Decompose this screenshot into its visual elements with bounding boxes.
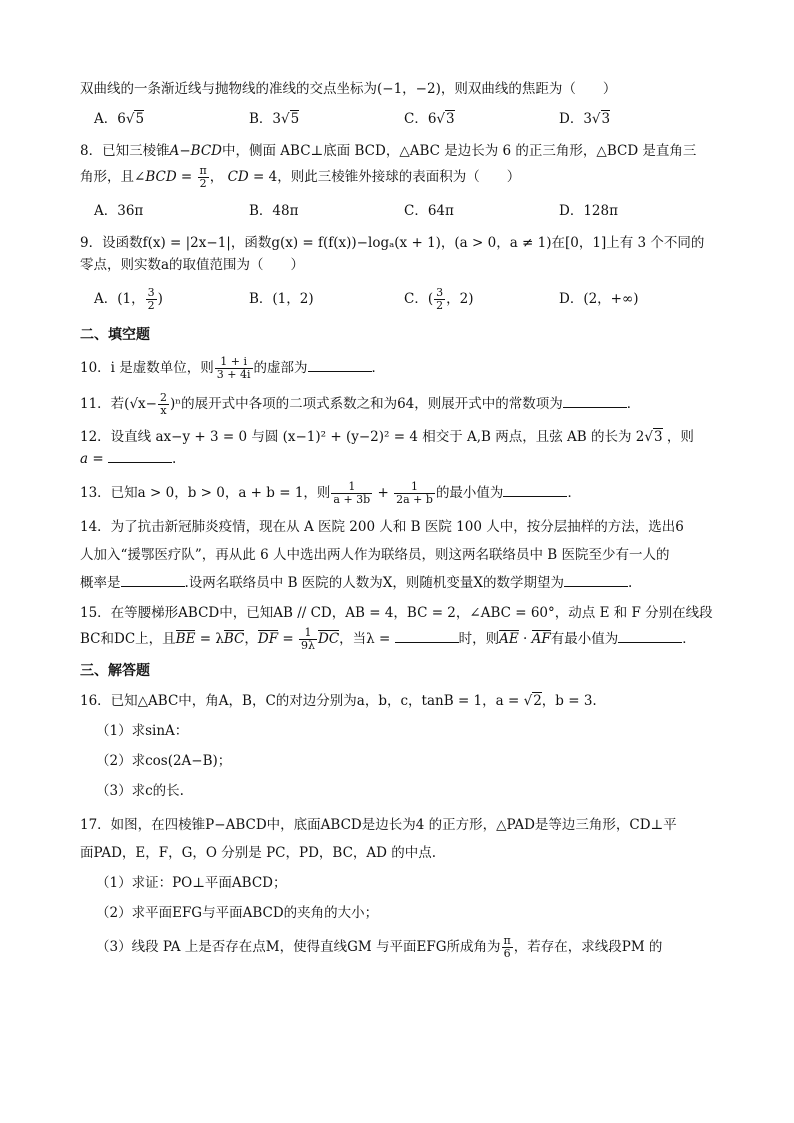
q17-sub3 bbox=[80, 932, 720, 962]
q17-line1: 17．如图，在四棱锥P−ABCD中，底面ABCD是边长为4 的正方形，△PAD是等边三角形，CD⊥平 bbox=[80, 817, 677, 833]
fraction bbox=[215, 356, 253, 381]
text: ，则 bbox=[662, 429, 694, 445]
numerator: 3 bbox=[436, 286, 444, 299]
answer-blank[interactable] bbox=[563, 393, 627, 408]
vector: BC bbox=[223, 631, 245, 647]
numerator: 1 bbox=[299, 627, 317, 640]
text: 时，则 bbox=[458, 631, 500, 647]
text: + bbox=[373, 485, 394, 501]
q7-choice-c[interactable]: C．6√3 bbox=[404, 111, 455, 127]
denominator: x bbox=[160, 404, 167, 417]
text: （3）线段 PA 上是否存在点M，使得直线GM 与平面EFG所成角为 bbox=[96, 939, 501, 955]
text: ，若存在，求线段PM 的 bbox=[513, 939, 663, 955]
text: C．( bbox=[404, 291, 434, 307]
q17-sub2: （2）求平面EFG与平面ABCD的夹角的大小； bbox=[96, 905, 379, 921]
text: · bbox=[518, 631, 532, 647]
text: ，b = 3. bbox=[541, 693, 597, 709]
numerator: 1 bbox=[394, 481, 435, 494]
choice-label: B．3 bbox=[249, 111, 282, 127]
text: ， bbox=[244, 631, 258, 647]
q14-line1: 14．为了抗击新冠肺炎疫情，现在从 A 医院 200 人和 B 医院 100 人中，按分层抽样的方法，选出6 bbox=[80, 519, 684, 535]
q7-text: 双曲线的一条渐近线与抛物线的准线的交点坐标为(−1，−2)，则双曲线的焦距为（ ） bbox=[80, 81, 617, 97]
q9-choice-d[interactable]: D．(2，+∞) bbox=[559, 291, 639, 307]
text: 的最小值为 bbox=[435, 485, 504, 501]
answer-blank[interactable] bbox=[503, 482, 567, 497]
math: CD bbox=[227, 169, 249, 185]
fraction bbox=[198, 165, 209, 190]
q9-line1: 9．设函数f(x) = |2x−1|，函数g(x) = f(f(x))−logₐ(x + 1)，(a > 0，a ≠ 1)在[0，1]上有 3 个不同的 bbox=[80, 235, 705, 251]
denominator: 6 bbox=[503, 947, 511, 960]
math: a = bbox=[80, 451, 108, 467]
denominator: a + 3b bbox=[333, 493, 371, 506]
exam-page bbox=[80, 78, 720, 962]
numerator: π bbox=[503, 934, 511, 947]
choice-label: C．6 bbox=[404, 111, 437, 127]
answer-blank[interactable] bbox=[121, 572, 185, 587]
q7-choice-d[interactable]: D．3√3 bbox=[559, 111, 611, 127]
text: 11．若(√x− bbox=[80, 396, 157, 412]
numerator: 1 bbox=[331, 481, 372, 494]
fraction bbox=[502, 935, 513, 960]
q7-choice-b[interactable]: B．3√5 bbox=[249, 111, 300, 127]
numerator: 1 + i bbox=[215, 356, 253, 369]
text: ，2) bbox=[446, 291, 474, 307]
numerator: 3 bbox=[147, 286, 155, 299]
radicand: 3 bbox=[654, 429, 663, 445]
text: 的虚部为 bbox=[253, 360, 308, 376]
text: 13．已知a > 0，b > 0，a + b = 1，则 bbox=[80, 485, 331, 501]
vector: BE bbox=[175, 631, 196, 647]
q8-choice-a[interactable]: A．36π bbox=[94, 203, 144, 219]
denominator: 9λ bbox=[301, 639, 315, 652]
q8-choice-c[interactable]: C．64π bbox=[404, 203, 454, 219]
text: 10．i 是虚数单位，则 bbox=[80, 360, 214, 376]
q16-line1: 16．已知△ABC中，角A，B，C的对边分别为a，b，c，tanB = 1，a = √2，b = 3. bbox=[80, 693, 597, 709]
radicand: 5 bbox=[290, 111, 300, 127]
radicand: 2 bbox=[533, 693, 542, 709]
q17-line2: 面PAD，E，F，G，O 分别是 PC，PD，BC，AD 的中点. bbox=[80, 845, 437, 861]
section-solution: 三、解答题 bbox=[80, 663, 150, 679]
text: = bbox=[176, 169, 197, 185]
q8-choices bbox=[80, 200, 720, 222]
radicand: 3 bbox=[446, 111, 455, 127]
vector: AF bbox=[531, 631, 551, 647]
text: 12．设直线 ax−y + 3 = 0 与圆 (x−1)² + (y−2)² = 4 相交于 A,B 两点，且弦 AB 的长为 2 bbox=[80, 429, 645, 445]
text: 8．已知三棱锥 bbox=[80, 143, 170, 159]
text: ，当λ = bbox=[339, 631, 395, 647]
q15-line1: 15．在等腰梯形ABCD中，已知AB // CD，AB = 4，BC = 2，∠ABC = 60°，动点 E 和 F 分别在线段 bbox=[80, 605, 713, 621]
q9-choices bbox=[80, 284, 720, 314]
text: A．(1， bbox=[94, 291, 145, 307]
text: BC和DC上，且 bbox=[80, 631, 176, 647]
answer-blank[interactable] bbox=[564, 572, 628, 587]
radicand: 3 bbox=[601, 111, 611, 127]
fraction bbox=[299, 627, 317, 652]
q14-line3 bbox=[80, 572, 720, 594]
text: .设两名联络员中 B 医院的人数为X，则随机变量X的数学期望为 bbox=[184, 575, 565, 591]
text: ． bbox=[626, 396, 641, 412]
answer-blank[interactable] bbox=[395, 628, 459, 643]
text: 16．已知△ABC中，角A，B，C的对边分别为a，b，c，tanB = 1，a = bbox=[80, 693, 524, 709]
q12-line1: 12．设直线 ax−y + 3 = 0 与圆 (x−1)² + (y−2)² = 4 相交于 A,B 两点，且弦 AB 的长为 2√3 ，则 bbox=[80, 429, 694, 445]
q7-choice-a[interactable]: A．6√5 bbox=[94, 111, 145, 127]
q15-line2 bbox=[80, 624, 720, 654]
q11 bbox=[80, 390, 720, 418]
q7-choices bbox=[80, 108, 720, 130]
fraction bbox=[331, 481, 372, 506]
fraction bbox=[158, 392, 169, 417]
q9-line2: 零点，则实数a的取值范围为（ ） bbox=[80, 257, 305, 273]
denominator: 2 bbox=[199, 177, 207, 190]
text: = 4，则此三棱锥外接球的表面积为（ ） bbox=[248, 169, 521, 185]
text: 中，侧面 ABC⊥底面 BCD，△ABC 是边长为 6 的正三角形，△BCD 是直角三 bbox=[221, 143, 697, 159]
text: . bbox=[628, 575, 633, 591]
q8-choice-d[interactable]: D．128π bbox=[559, 203, 618, 219]
q8-choice-b[interactable]: B．48π bbox=[249, 203, 299, 219]
math: A−BCD bbox=[169, 143, 222, 159]
answer-blank[interactable] bbox=[308, 357, 372, 372]
vector: DC bbox=[318, 631, 340, 647]
vector: AE bbox=[499, 631, 519, 647]
vector: DF bbox=[257, 631, 279, 647]
text: 角形，且∠ bbox=[80, 169, 146, 185]
fraction bbox=[394, 481, 435, 506]
q9-choice-b[interactable]: B．(1，2) bbox=[249, 291, 314, 307]
q12-line2 bbox=[80, 448, 720, 470]
text: )ⁿ的展开式中各项的二项式系数之和为64，则展开式中的常数项为 bbox=[169, 396, 563, 412]
denominator: 3 + 4i bbox=[216, 368, 251, 381]
text: 有最小值为 bbox=[550, 631, 619, 647]
text: = λ bbox=[195, 631, 224, 647]
q14-line2: 人加入“援鄂医疗队”，再从此 6 人中选出两人作为联络员，则这两名联络员中 B 医院至少有一人的 bbox=[80, 547, 670, 563]
radicand: 5 bbox=[135, 111, 145, 127]
q17-sub1: （1）求证：PO⊥平面ABCD； bbox=[96, 875, 287, 891]
q10 bbox=[80, 354, 720, 382]
text: ． bbox=[567, 485, 581, 501]
denominator: 2a + b bbox=[396, 493, 433, 506]
q9-choice-a[interactable] bbox=[80, 284, 235, 314]
numerator: π bbox=[199, 164, 207, 177]
q13 bbox=[80, 478, 720, 508]
section-fill-blank: 二、填空题 bbox=[80, 327, 150, 343]
math: BCD bbox=[145, 169, 177, 185]
text: ， bbox=[209, 169, 228, 185]
q16-sub2: （2）求cos(2A−B)； bbox=[96, 753, 232, 769]
text: ) bbox=[157, 291, 163, 307]
text: ． bbox=[682, 631, 696, 647]
q8-line1 bbox=[80, 140, 720, 162]
answer-blank[interactable] bbox=[108, 448, 172, 463]
numerator: 2 bbox=[159, 391, 167, 404]
text: 概率是 bbox=[80, 575, 121, 591]
denominator: 2 bbox=[436, 299, 444, 312]
choice-label: A．6 bbox=[94, 111, 126, 127]
text: ． bbox=[371, 360, 386, 376]
denominator: 2 bbox=[147, 299, 155, 312]
q8-line2 bbox=[80, 162, 720, 192]
fraction bbox=[434, 287, 445, 312]
q16-sub3: （3）求c的长. bbox=[96, 783, 184, 799]
q9-choice-c[interactable] bbox=[390, 284, 545, 314]
text: = bbox=[278, 631, 299, 647]
q16-sub1: （1）求sinA： bbox=[96, 723, 189, 739]
choice-label: D．3 bbox=[559, 111, 592, 127]
text: . bbox=[171, 451, 177, 467]
fraction bbox=[146, 287, 157, 312]
answer-blank[interactable] bbox=[618, 628, 682, 643]
